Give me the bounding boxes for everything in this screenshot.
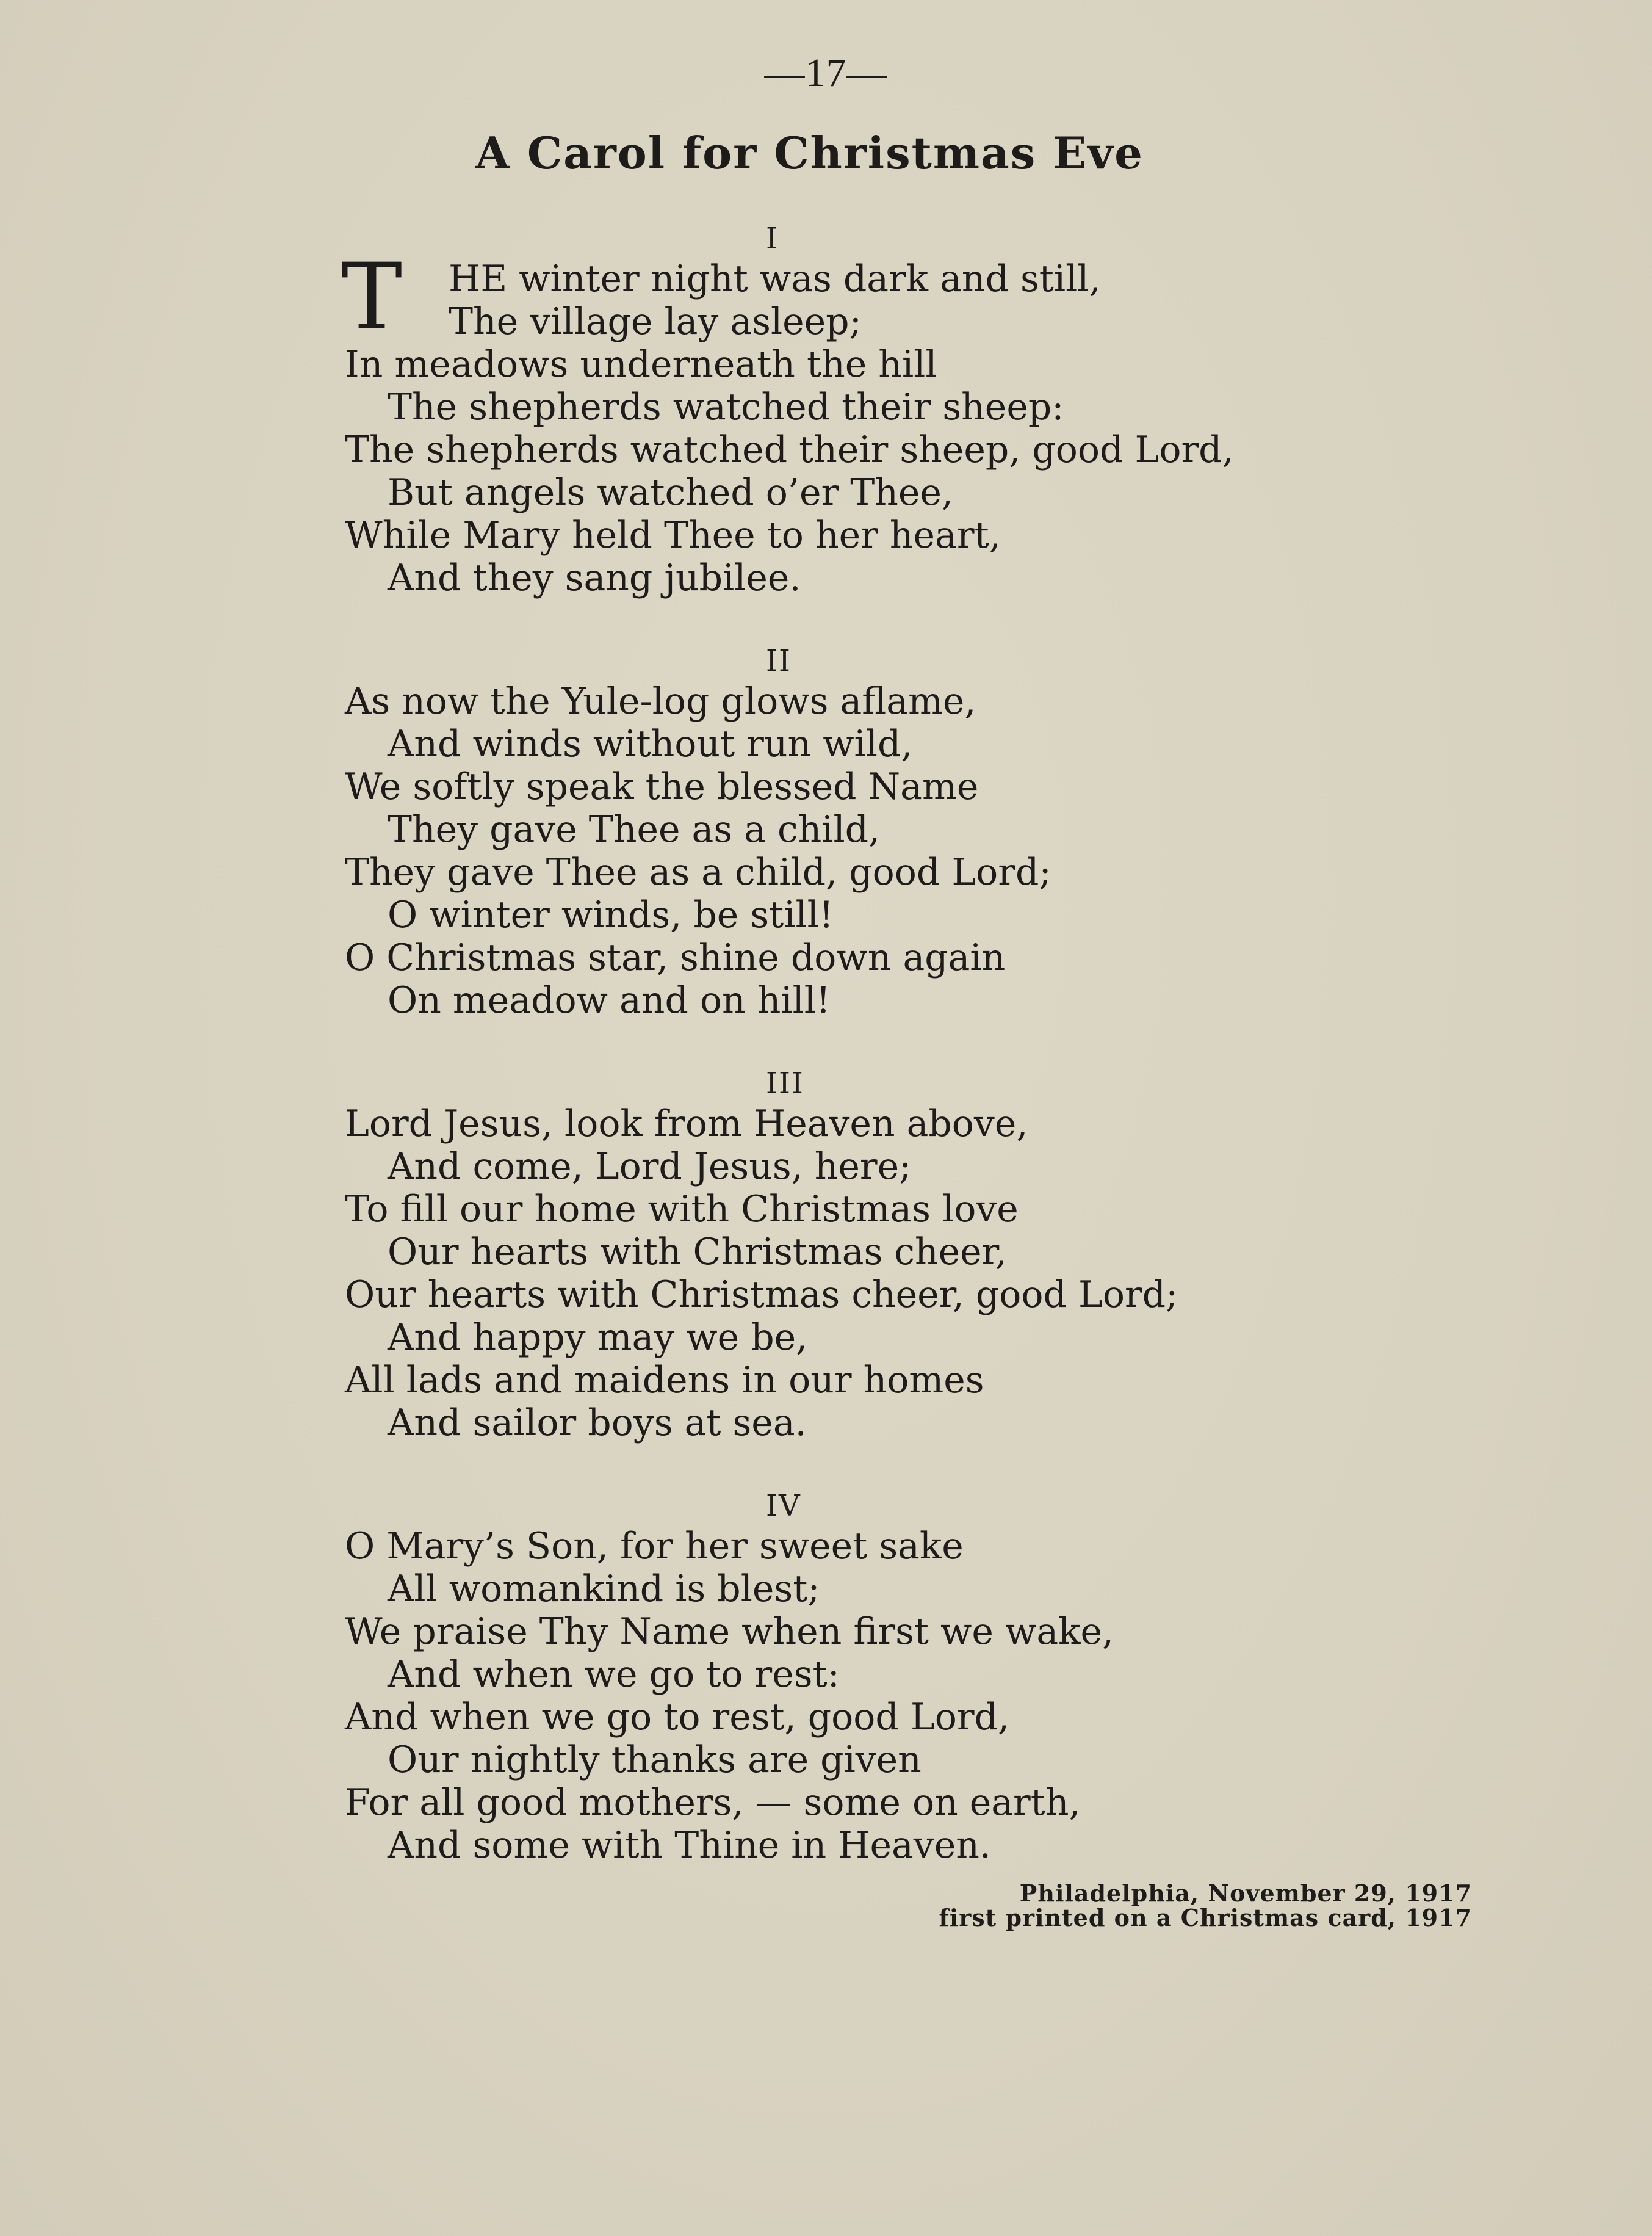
poem-line: And come, Lord Jesus, here; <box>388 1145 912 1188</box>
poem-line: And some with Thine in Heaven. <box>388 1824 991 1867</box>
first-line-text: HE winter night was dark and still, <box>449 258 1101 300</box>
poem-title: A Carol for Christmas Eve <box>475 127 1144 179</box>
stanza-numeral: III <box>766 1066 804 1101</box>
poem-line: The village lay asleep; <box>449 300 862 343</box>
poem-line: Our hearts with Christmas cheer, <box>388 1231 1007 1273</box>
poem-line: But angels watched o’er Thee, <box>388 471 953 514</box>
byline <box>939 1881 1472 1930</box>
stanza-3 <box>345 1065 1504 1444</box>
poem-line: And winds without run wild, <box>388 723 913 765</box>
stanza-numeral: I <box>766 222 779 256</box>
poem-line: Our nightly thanks are given <box>388 1739 922 1781</box>
page-number: —17— <box>764 51 888 95</box>
poem-line: While Mary held Thee to her heart, <box>345 514 1001 557</box>
poem-line: And sailor boys at sea. <box>388 1402 807 1444</box>
poem-line: We softly speak the blessed Name <box>345 765 979 808</box>
poem-line: And when we go to rest: <box>388 1653 840 1696</box>
poem-line: Our hearts with Christmas cheer, good Lord; <box>345 1273 1178 1316</box>
byline-note: first printed on a Christmas card, 1917 <box>939 1904 1472 1931</box>
drop-cap: T <box>341 244 403 350</box>
poem-line: In meadows underneath the hill <box>345 343 937 386</box>
poem-line: And they sang jubilee. <box>388 557 801 599</box>
poem-line: O winter winds, be still! <box>388 894 834 936</box>
poem-line: They gave Thee as a child, good Lord; <box>345 851 1051 894</box>
poem-line: All lads and maidens in our homes <box>345 1359 984 1402</box>
poem-body <box>341 220 1504 1867</box>
poem-line: We praise Thy Name when first we wake, <box>345 1610 1114 1653</box>
poem-line: O Mary’s Son, for her sweet sake <box>345 1525 964 1568</box>
stanza-numeral: II <box>766 644 792 678</box>
poem-line: On meadow and on hill! <box>388 979 831 1022</box>
poem-line: To fill our home with Christmas love <box>345 1188 1019 1231</box>
poem-line: They gave Thee as a child, <box>388 808 881 851</box>
poem-line: All womankind is blest; <box>388 1568 820 1610</box>
poem-line: For all good mothers, — some on earth, <box>345 1781 1081 1824</box>
stanza-1 <box>341 220 1504 599</box>
poem-line: O Christmas star, shine down again <box>345 936 1006 979</box>
stanza-2 <box>345 642 1504 1022</box>
poem-line: Lord Jesus, look from Heaven above, <box>345 1102 1028 1145</box>
poem-line: And when we go to rest, good Lord, <box>345 1696 1010 1739</box>
stanza-4 <box>345 1487 1504 1867</box>
poem-line: The shepherds watched their sheep, good Lord, <box>345 429 1234 471</box>
stanza-numeral: IV <box>766 1489 801 1523</box>
byline-place-date: Philadelphia, November 29, 1917 <box>1019 1880 1472 1907</box>
poem-line: As now the Yule-log glows aflame, <box>345 680 976 723</box>
poem-line: The shepherds watched their sheep: <box>388 386 1064 429</box>
poem-line: And happy may we be, <box>388 1316 808 1359</box>
